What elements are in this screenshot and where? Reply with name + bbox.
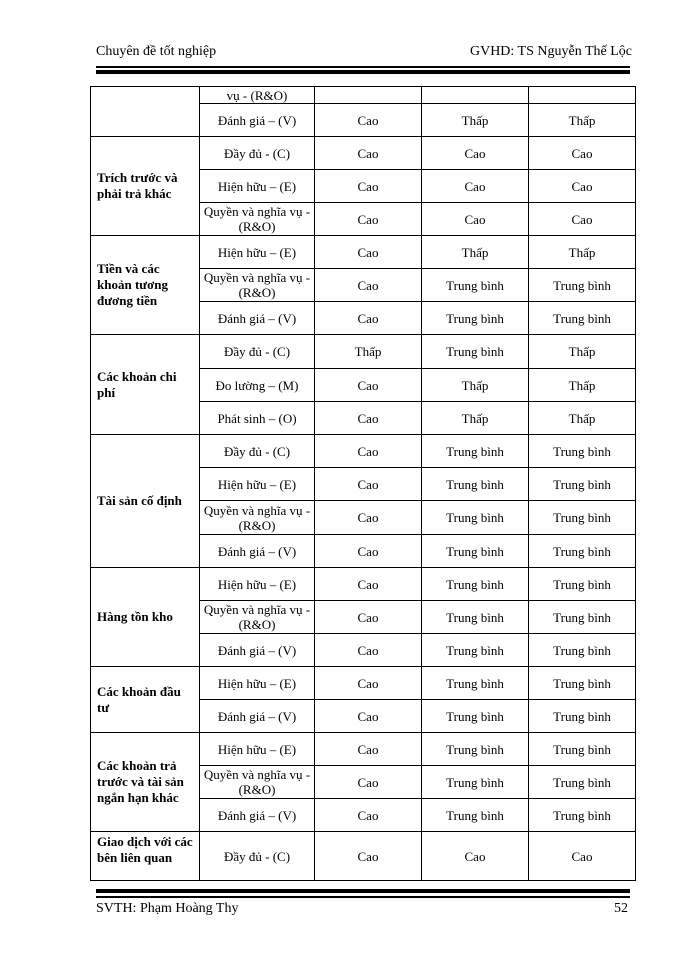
table-row [91,435,636,468]
risk-level-cell: Trung bình [529,435,636,468]
assertion-cell: Đo lường – (M) [200,369,315,402]
risk-level-cell: Trung bình [422,501,529,535]
table-row [91,335,636,369]
assertion-cell: Quyền và nghĩa vụ - (R&O) [200,766,315,799]
assertion-cell: Đầy đủ - (C) [200,137,315,170]
risk-level-cell: Cao [529,137,636,170]
risk-level-cell: Cao [315,634,422,667]
risk-level-cell: Cao [315,236,422,269]
risk-level-cell: Trung bình [529,269,636,302]
table-row [91,667,636,700]
risk-level-cell: Cao [529,170,636,203]
risk-level-cell [315,87,422,104]
assertion-cell: Đánh giá – (V) [200,104,315,137]
risk-level-cell: Cao [315,369,422,402]
assertion-cell: Đầy đủ - (C) [200,435,315,468]
account-name-cell: Các khoản đầu tư [91,667,200,733]
footer-rule-thin [96,896,630,898]
risk-level-cell: Cao [315,402,422,435]
risk-level-cell [529,87,636,104]
risk-level-cell [422,87,529,104]
risk-level-cell: Cao [315,269,422,302]
risk-level-cell: Trung bình [422,568,529,601]
risk-level-cell: Trung bình [422,667,529,700]
assertion-cell: Đánh giá – (V) [200,799,315,832]
assertion-cell: Quyền và nghĩa vụ - (R&O) [200,601,315,634]
table-row [91,733,636,766]
risk-level-cell: Trung bình [422,468,529,501]
assertion-cell: Hiện hữu – (E) [200,236,315,269]
table-row [91,568,636,601]
table-row [91,832,636,881]
risk-level-cell: Trung bình [422,766,529,799]
assertion-cell: Quyền và nghĩa vụ - (R&O) [200,269,315,302]
risk-level-cell: Cao [529,203,636,236]
account-name-cell: Các khoản chi phí [91,335,200,435]
risk-level-cell: Cao [315,601,422,634]
assertion-cell: Quyền và nghĩa vụ - (R&O) [200,501,315,535]
header-advisor: GVHD: TS Nguyễn Thế Lộc [469,44,632,59]
assertion-cell: Đánh giá – (V) [200,634,315,667]
risk-level-cell: Trung bình [529,601,636,634]
account-name-cell: Các khoản trả trước và tài sản ngắn hạn khác [91,733,200,832]
risk-level-cell: Thấp [422,369,529,402]
risk-level-cell: Thấp [529,369,636,402]
risk-level-cell: Trung bình [529,799,636,832]
account-name-cell: Hàng tồn kho [91,568,200,667]
assertion-cell: Đánh giá – (V) [200,302,315,335]
assertion-risk-table [90,86,636,881]
header-document-title: Chuyên đề tốt nghiệp [96,44,217,59]
assertion-cell: Hiện hữu – (E) [200,667,315,700]
risk-level-cell: Cao [315,170,422,203]
risk-level-cell: Cao [315,733,422,766]
risk-level-cell: Trung bình [422,335,529,369]
risk-level-cell: Cao [315,535,422,568]
risk-level-cell: Cao [315,700,422,733]
risk-level-cell: Cao [315,302,422,335]
risk-level-cell: Trung bình [529,501,636,535]
risk-level-cell: Cao [315,832,422,881]
risk-level-cell: Trung bình [422,269,529,302]
assertion-cell: Đầy đủ - (C) [200,335,315,369]
risk-level-cell: Cao [422,170,529,203]
risk-level-cell: Trung bình [529,535,636,568]
header-rule-thin [96,66,630,68]
assertion-cell: Hiện hữu – (E) [200,733,315,766]
assertion-cell: Đầy đủ - (C) [200,832,315,881]
header-rule-thick [96,70,630,74]
account-name-cell [91,87,200,137]
risk-level-cell: Cao [315,137,422,170]
account-name-cell: Tiền và các khoản tương đương tiền [91,236,200,335]
risk-level-cell: Cao [315,568,422,601]
risk-level-cell: Thấp [529,402,636,435]
risk-level-cell: Trung bình [529,568,636,601]
table-row [91,236,636,269]
page-number: 52 [614,901,628,916]
table-row [91,87,636,104]
risk-level-cell: Cao [529,832,636,881]
footer-rule-thick [96,889,630,893]
risk-level-cell: Cao [315,766,422,799]
risk-level-cell: Cao [315,104,422,137]
risk-level-cell: Cao [315,468,422,501]
risk-level-cell: Trung bình [422,700,529,733]
risk-level-cell: Trung bình [529,468,636,501]
assertion-cell: Hiện hữu – (E) [200,568,315,601]
account-name-cell: Trích trước và phải trả khác [91,137,200,236]
risk-level-cell: Trung bình [422,302,529,335]
assertion-cell: Đánh giá – (V) [200,535,315,568]
risk-level-cell: Cao [315,435,422,468]
risk-level-cell: Trung bình [529,700,636,733]
table-body [91,87,636,881]
assertion-cell: Hiện hữu – (E) [200,468,315,501]
risk-level-cell: Cao [315,501,422,535]
risk-level-cell: Cao [422,203,529,236]
risk-level-cell: Cao [315,667,422,700]
risk-level-cell: Thấp [529,335,636,369]
risk-level-cell: Thấp [422,104,529,137]
assertion-cell: Đánh giá – (V) [200,700,315,733]
risk-level-cell: Trung bình [422,799,529,832]
risk-level-cell: Thấp [529,104,636,137]
risk-level-cell: Trung bình [422,535,529,568]
risk-level-cell: Trung bình [529,302,636,335]
risk-level-cell: Trung bình [422,634,529,667]
risk-level-cell: Thấp [315,335,422,369]
account-name-cell: Giao dịch với các bên liên quan [91,832,200,881]
risk-level-cell: Thấp [422,236,529,269]
assertion-cell: Phát sinh – (O) [200,402,315,435]
risk-level-cell: Cao [315,799,422,832]
table-row [91,137,636,170]
risk-level-cell: Cao [422,137,529,170]
risk-level-cell: Thấp [422,402,529,435]
risk-level-cell: Trung bình [422,435,529,468]
risk-level-cell: Trung bình [422,601,529,634]
risk-level-cell: Trung bình [529,634,636,667]
risk-level-cell: Cao [315,203,422,236]
risk-level-cell: Trung bình [529,766,636,799]
assertion-cell: vụ - (R&O) [200,87,315,104]
account-name-cell: Tài sản cố định [91,435,200,568]
risk-level-cell: Thấp [529,236,636,269]
risk-level-cell: Trung bình [529,667,636,700]
risk-level-cell: Trung bình [422,733,529,766]
assertion-cell: Hiện hữu – (E) [200,170,315,203]
risk-level-cell: Cao [422,832,529,881]
risk-level-cell: Trung bình [529,733,636,766]
assertion-cell: Quyền và nghĩa vụ - (R&O) [200,203,315,236]
footer-author: SVTH: Phạm Hoàng Thy [96,901,239,916]
